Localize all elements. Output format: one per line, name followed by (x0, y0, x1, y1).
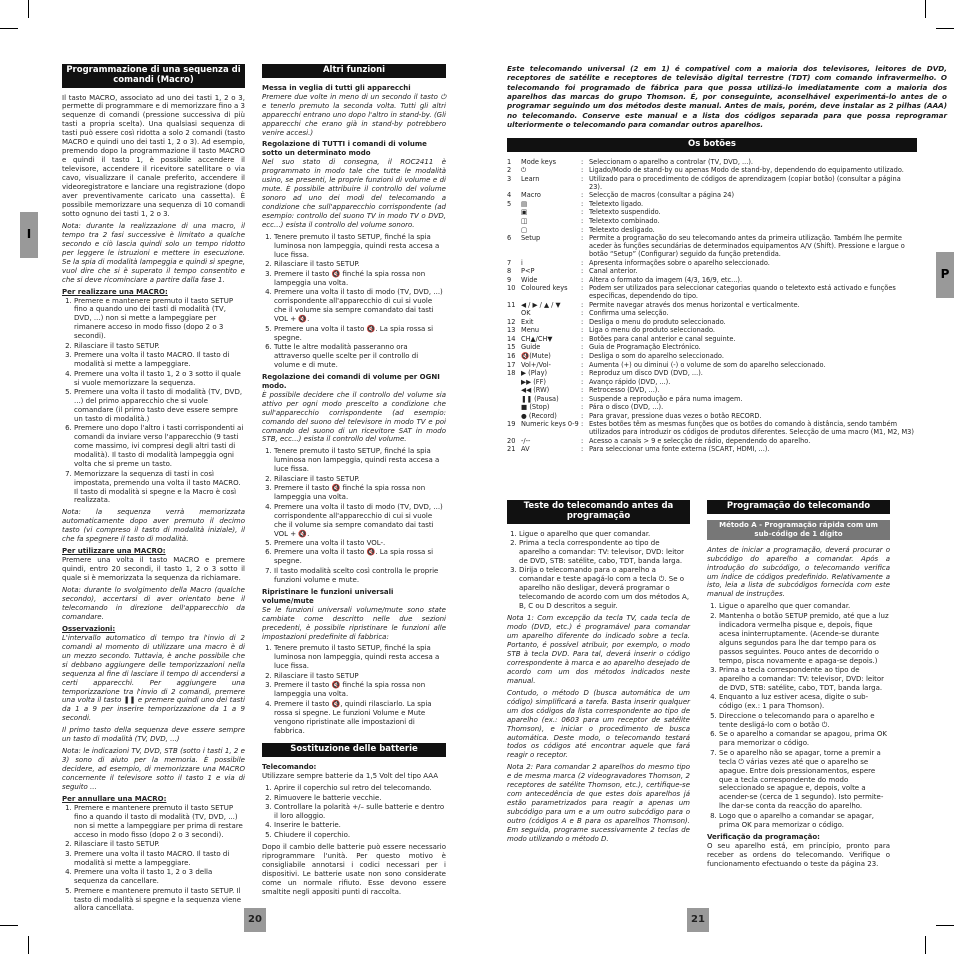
button-description: Utilizado para o procedimento de códigos de aprendizagem (copiar botão) (consultar a página 23). (589, 174, 901, 191)
list-item: 2. Prima a tecla correspondente ao tipo de aparelho a comandar: TV: televisor, DVD: leitor de DVD, STB: satélite, cabo, TDT, banda larga. (519, 539, 690, 566)
button-number: 12 (507, 317, 516, 326)
button-number: 14 (507, 334, 516, 343)
volume-all-title: Regolazione di TUTTI i comandi di volume sotto un determinato modo (262, 140, 427, 158)
button-name: ■ (Stop) (521, 403, 550, 412)
separator: : (581, 284, 584, 293)
table-row (507, 378, 917, 387)
button-description: Podem ser utilizados para seleccionar categorias quando o teletexto está activado e funções específicas, dependendo do tipo. (589, 284, 896, 301)
separator: : (581, 360, 584, 369)
button-name: i (521, 258, 523, 267)
button-description: Desliga o som do aparelho seleccionado. (589, 351, 724, 360)
button-description: Botões para canal anterior e canal seguinte. (589, 334, 736, 343)
button-number: 9 (507, 275, 512, 284)
language-tab: P (936, 252, 954, 298)
button-name: ◫ (521, 216, 528, 225)
button-name: Numeric keys 0-9 (521, 420, 579, 429)
list-item: 4. Premere una volta il tasto 1, 2 o 3 della sequenza da cancellare. (74, 868, 245, 886)
macro-note-1: Nota: durante la realizzazione di una macro, il tempo tra 2 fasi successive è limitato a qualche secondo e ciò lascia quindi solo un tempo ridotto per leggere le istruzioni e mettere in esecuzione. Se la spia di modalità lampeggia e quindi si spegne, vuol dire che si è superato il tempo consentito e che si deve ricominciare a partire dalla fase 1. (62, 221, 245, 284)
volume-all-steps (262, 233, 446, 370)
separator: : (581, 343, 584, 352)
button-description: Canal anterior. (589, 267, 638, 276)
table-row (507, 437, 917, 446)
button-description: Avanço rápido (DVD, ...). (589, 377, 671, 386)
button-number (507, 208, 521, 217)
table-row (507, 343, 917, 352)
use-macro-title: Per utilizzare una MACRO: (62, 547, 166, 556)
separator: : (581, 386, 584, 395)
button-name: ▶ (Play) (521, 369, 548, 378)
button-description: Teletexto desligado. (589, 225, 655, 234)
table-row (507, 309, 917, 318)
table-row (507, 369, 917, 378)
button-description: Permite navegar através dos menus horizontal e verticalmente. (589, 300, 800, 309)
separator: : (581, 445, 584, 454)
table-row (507, 403, 917, 412)
list-item: 6. Premere uno dopo l'altro i tasti corrispondenti ai comandi da inviare verso l'apparecchio (9 tasti come massimo, ivi compresi degli altri tasti di modalità). Il tasto di modalità lampeggia ogni volta che si preme un tasto. (74, 424, 245, 469)
right-page (477, 0, 954, 954)
button-name: ▤ (521, 199, 528, 208)
button-description: Suspende a reprodução e pára numa imagem. (589, 394, 743, 403)
button-number: 4 (507, 191, 512, 200)
method-a-steps (707, 602, 890, 829)
button-description: Seleccionam o aparelho a controlar (TV, DVD, ...). (589, 157, 753, 166)
observation-item: Il primo tasto della sequenza deve essere sempre un tasto di modalità (TV, DVD, ...) (62, 726, 245, 744)
crop-mark (28, 0, 29, 18)
table-row (507, 361, 917, 370)
use-macro-text: Premere una volta il tasto MACRO e premere quindi, entro 20 secondi, il tasto 1, 2 o 3 sotto il quale si è memorizzata la sequenza da richiamare. (62, 556, 245, 583)
list-item: 4. Premere una volta il tasto di modo (TV, DVD, ...) corrispondente all'apparecchio di cui si vuole che il volume sia sempre comandato dai tasti VOL + 🔇. (274, 288, 446, 324)
restore-text: Se le funzioni universali volume/mute sono state cambiate come descritto nelle due sezioni precedenti, è possibile ripristinare le funzioni alle impostazioni predefinite di fabbrica: (262, 605, 446, 641)
table-row (507, 335, 917, 344)
button-description: Para gravar, pressione duas vezes o botão RECORD. (589, 411, 762, 420)
table-row (507, 420, 917, 437)
separator: : (581, 300, 584, 309)
cancel-macro-steps (62, 804, 245, 913)
list-item: 3. Premere una volta il tasto MACRO. Il tasto di modalità si mette a lampeggiare. (74, 850, 245, 868)
cancel-macro-title: Per annullare una MACRO: (62, 795, 167, 804)
button-description: Acesso a canais > 9 e selecção de rádio, dependendo do aparelho. (589, 436, 811, 445)
button-number: 20 (507, 436, 516, 445)
button-name: Guide (521, 343, 541, 352)
table-row (507, 200, 917, 209)
list-item: 3. Controllare la polarità +/– sulle batterie e dentro il loro alloggio. (274, 803, 446, 821)
volume-mode-title: Regolazione dei comandi di volume per OGNI modo. (262, 372, 440, 390)
button-description: Desliga o menu do produto seleccionado. (589, 317, 726, 326)
button-name: Learn (521, 174, 540, 183)
list-item: 3. Premere il tasto 🔇 finché la spia rossa non lampeggia una volta. (274, 270, 446, 288)
list-item: 3. Premere il tasto 🔇 finché la spia rossa non lampeggia una volta. (274, 484, 446, 502)
realize-macro-title: Per realizzare una MACRO: (62, 287, 168, 296)
button-name: ▢ (521, 225, 528, 234)
button-number: 15 (507, 343, 516, 352)
button-name: ▶▶ (FF) (521, 377, 546, 386)
button-number (507, 378, 521, 387)
button-description: Teletexto suspendido. (589, 208, 661, 217)
button-number: 8 (507, 267, 512, 276)
button-number (507, 386, 521, 395)
button-description: Apresenta informações sobre o aparelho seleccionado. (589, 258, 770, 267)
list-item: 1. Premere e mantenere premuto il tasto SETUP fino a quando uno dei tasti di modalità (TV, DVD, ...) non si mette a lampeggiare per rimanere acceso in modo fisso (dopo 2 o 3 secondi). (74, 297, 245, 342)
button-number: 21 (507, 445, 516, 454)
crop-mark (0, 28, 18, 29)
list-item: 8. Logo que o aparelho a comandar se apagar, prima OK para memorizar o código. (719, 812, 890, 830)
table-row (507, 217, 917, 226)
buttons-table (507, 158, 917, 454)
separator: : (581, 157, 584, 166)
button-name: P<P (521, 267, 535, 276)
button-name: Setup (521, 234, 541, 243)
other-functions-column (262, 64, 446, 900)
separator: : (581, 166, 584, 175)
table-row (507, 175, 917, 192)
list-item: 4. Premere una volta il tasto di modo (TV, DVD, ...) corrispondente all'apparecchio di cui si vuole che il volume sia sempre comandato dai tasti VOL + 🔇. (274, 503, 446, 539)
button-number: 13 (507, 326, 516, 335)
section-header-macro: Programmazione di una sequenza di comandi (Macro) (62, 64, 245, 88)
button-name: ◀ / ▶ / ▲ / ▼ (521, 300, 561, 309)
list-item: 7. Se o aparelho não se apagar, torne a premir a tecla ⏻ várias vezes até que o aparelho se apague. Entre dois pressionamentos, espere que a tecla correspondente do modo seleccionado se apague e, depois, volte a acender-se (cerca de 1 segundo). Isto permite-lhe dar-se conta da reacção do aparelho. (719, 749, 890, 812)
button-description: Pára o disco (DVD, ...). (589, 403, 664, 412)
button-name: Coloured keys (521, 284, 568, 293)
table-row (507, 234, 917, 259)
table-row (507, 166, 917, 175)
button-name: ⏻ (521, 166, 527, 175)
separator: : (581, 234, 584, 243)
button-number: 18 (507, 369, 516, 378)
macro-note-2: Nota: la sequenza verrà memorizzata automaticamente dopo aver premuto il decimo tasto (vi compreso il tasto di modalità iniziale), il che fa spegnere il tasto di modalità. (62, 508, 245, 544)
separator: : (581, 208, 584, 217)
section-header-buttons: Os botões (507, 138, 917, 152)
table-row (507, 208, 917, 217)
volume-all-text: Nel suo stato di consegna, il ROC2411 è programmato in modo tale che tutte le modalità usino, se presenti, le proprie funzioni di volume e di mute. È possibile attribuire il controllo del volume sonoro ad uno dei modi del telecomando a condizione che sull'apparecchio corrispondente (ad esempio: controllo del suono TV in modo TV o DVD, ecc...) esista il controllo del volume sonoro. (262, 158, 446, 230)
buttons-section (507, 138, 917, 454)
separator: : (581, 436, 584, 445)
button-name: OK (521, 309, 531, 318)
list-item: 3. Premere una volta il tasto MACRO. Il tasto di modalità si mette a lampeggiare. (74, 351, 245, 369)
button-number: 1 (507, 157, 512, 166)
button-number (507, 226, 521, 235)
volume-mode-steps (262, 447, 446, 584)
button-name: ◀◀ (RW) (521, 386, 550, 395)
telecomando-intro: Este telecomando universal (2 em 1) é compatível com a maioria dos televisores, leitores de DVD, receptores de satélite e receptores de televisão digital terrestre (TDT) com comando infravermelho. O telecomando foi programado de fábrica para que possa utilizá-lo imediatamente com a maioria dos aparelhos das marcas do grupo Thomson. É, por conseguinte, aconselhável experimentá-lo antes de o programar seguindo um dos métodos deste manual. Antes de mais, porém, deve instalar as 2 pilhas (AAA) no telecomando. Conserve este manual e a lista dos códigos separada para que possa reprogramar ulteriormente o telecomando para comandar outros aparelhos. (507, 64, 947, 130)
separator: : (581, 225, 584, 234)
list-item: 2. Rimuovere le batterie vecchie. (274, 794, 446, 803)
table-row (507, 259, 917, 268)
volume-mode-text: È possibile decidere che il controllo del volume sia attivo per ogni modo prescelto a condizione che sull'apparecchio corrispondente (ad esempio: comando del suono del televisore in modo TV e poi comando del suono di un ricevitore SAT in modo STB, ecc...) esista il controllo del volume. (262, 390, 446, 444)
list-item: 1. Tenere premuto il tasto SETUP, finché la spia luminosa non lampeggia, quindi resta accesa a luce fissa. (274, 447, 446, 474)
separator: : (581, 326, 584, 335)
button-number (507, 217, 521, 226)
list-item: 5. Premere una volta il tasto 🔇. La spia rossa si spegne. (274, 325, 446, 343)
button-description: Retrocesso (DVD, ...). (589, 386, 660, 395)
button-number: 16 (507, 351, 516, 360)
separator: : (581, 191, 584, 200)
button-number: 7 (507, 258, 512, 267)
button-number: 2 (507, 166, 512, 175)
list-item: 2. Rilasciare il tasto SETUP. (74, 840, 245, 849)
button-description: Reproduz um disco DVD (DVD, ...). (589, 369, 703, 378)
button-name: 🔇(Mute) (521, 351, 551, 360)
list-item: 5. Premere una volta il tasto di modalità (TV, DVD, ...) del primo apparecchio che si vuole comandare (il primo tasto deve essere sempre un tasto di modalità.) (74, 388, 245, 424)
table-row (507, 267, 917, 276)
macro-note-4: Nota: le indicazioni TV, DVD, STB (sotto i tasti 1, 2 e 3) sono di aiuto per la memoria. È possibile decidere, ad esempio, di memorizzare una MACRO concernente il televisore sotto il tasto 1 e via di seguito ... (62, 747, 245, 792)
button-number: 6 (507, 234, 512, 243)
section-header-test: Teste do telecomando antes da programação (507, 500, 690, 524)
button-name: Mode keys (521, 157, 557, 166)
separator: : (581, 403, 584, 412)
list-item: 1. Tenere premuto il tasto SETUP, finché la spia luminosa non lampeggia, quindi resta accesa a luce fissa. (274, 233, 446, 260)
table-row (507, 226, 917, 235)
button-description: Liga o menu do produto seleccionado. (589, 326, 715, 335)
test-note-1: Nota 1: Com excepção da tecla TV, cada tecla de modo (DVD, etc.) é programável para comandar um aparelho diferente do indicado sobre a tecla. Portanto, é possível atribuir, por exemplo, o modo STB à tecla DVD. Para tal, deverá inserir o código correspondente à marca e ao aparelho desejado de acordo com um dos métodos indicados neste manual. (507, 614, 690, 685)
crop-mark (925, 0, 926, 18)
list-item: 4. Premere il tasto 🔇, quindi rilasciarlo. La spia rossa si spegne. Le funzioni Volume e Mute vengono ripristinate alle impostazioni di fabbrica. (274, 700, 446, 736)
separator: : (581, 267, 584, 276)
list-item: 2. Rilasciare il tasto SETUP. (274, 260, 446, 269)
crop-mark (936, 28, 954, 29)
button-description: Permite a programação do seu telecomando antes da primeira utilização. Também lhe permite aceder às funções secundárias de determinados equipamentos A/V (Shift). Pressione e largue o botão “Setup” (Configurar) seguido da função pretendida. (589, 234, 905, 259)
button-name: ❚❚ (Pausa) (521, 394, 559, 403)
crop-mark (0, 925, 18, 926)
separator: : (581, 174, 584, 183)
programming-column (707, 500, 890, 872)
button-description: Teletexto ligado. (589, 199, 644, 208)
button-number (507, 309, 521, 318)
battery-after: Dopo il cambio delle batterie può essere necessario riprogrammare l'unità. Per questo motivo è consigliabile annotarsi i codici necessari per i dispositivi. Le batterie usate non sono considerate come un normale rifiuto. Esse devono essere smaltite negli appositi punti di raccolta. (262, 842, 446, 896)
table-row (507, 276, 917, 285)
separator: : (581, 199, 584, 208)
button-name: Wide (521, 275, 538, 284)
button-number: 11 (507, 300, 516, 309)
list-item: 1. Ligue o aparelho que quer comandar. (519, 530, 690, 539)
method-a-header: Método A - Programação rápida com um sub-código de 1 dígito (707, 520, 890, 540)
crop-mark (28, 936, 29, 954)
list-item: 2. Rilasciare il tasto SETUP. (274, 475, 446, 484)
restore-title: Ripristinare le funzioni universali volume/mute (262, 587, 394, 605)
button-description: Selecção de macros (consultar a página 24) (589, 191, 735, 200)
list-item: 6. Premere una volta il tasto 🔇. La spia rossa si spegne. (274, 548, 446, 566)
buttons-table-body (507, 158, 917, 454)
list-item: 1. Ligue o aparelho que quer comandar. (719, 602, 890, 611)
button-number: 17 (507, 360, 516, 369)
list-item: 2. Mantenha o botão SETUP premido, até que a luz indicadora vermelha pisque e, depois, fique acesa ininterruptamente. (Acende-se durante alguns segundos para lhe dar tempo para os passos seguintes. Pouco antes de decorrido o tempo, pisca novamente e apaga-se depois.) (719, 612, 890, 666)
table-row (507, 412, 917, 421)
battery-steps (262, 784, 446, 840)
button-name: Vol+/Vol- (521, 360, 551, 369)
list-item: 1. Aprire il coperchio sul retro del telecomando. (274, 784, 446, 793)
battery-intro: Utilizzare sempre batterie da 1,5 Volt del tipo AAA (262, 772, 439, 781)
separator: : (581, 216, 584, 225)
list-item: 7. Il tasto modalità scelto così controlla le proprie funzioni volume e mute. (274, 567, 446, 585)
list-item: 3. Prima a tecla correspondente ao tipo de aparelho a comandar: TV: televisor, DVD: leitor de DVD, STB: satélite, cabo, TDT, banda larga. (719, 666, 890, 693)
test-note-2: Nota 2: Para comandar 2 aparelhos do mesmo tipo e de mesma marca (2 videogravadores Thomson, 2 receptores de satélite Thomson, etc.), certifique-se com antecedência de que estes dois aparelhos já estão parametrizados para reagir a apenas um subcódigo para um e a um outro subcódigo para o outro (códigos A e B para os aparelhos Thomson). Em seguida, programe sucessivamente 2 teclas de modo utilizando o método D. (507, 763, 690, 843)
button-description: Altera o formato da imagem (4/3, 16/9, etc...). (589, 275, 743, 284)
battery-subtitle: Telecomando: (262, 763, 317, 772)
table-row (507, 318, 917, 327)
button-description: Para seleccionar uma fonte externa (SCART, HDMI, ...). (589, 445, 770, 454)
list-item: 7. Memorizzare la sequenza di tasti in così impostata, premendo una volta il tasto MACRO. Il tasto di modalità si spegne e la Macro è così realizzata. (74, 470, 245, 506)
observations-title: Osservazioni: (62, 624, 116, 633)
button-description: Confirma uma selecção. (589, 309, 669, 318)
standby-title: Messa in veglia di tutti gli apparecchi (262, 83, 411, 92)
list-item: 4. Inserire le batterie. (274, 821, 446, 830)
separator: : (581, 334, 584, 343)
separator: : (581, 309, 584, 318)
button-number: 19 (507, 420, 516, 429)
list-item: 2. Rilasciare il tasto SETUP. (74, 342, 245, 351)
list-item: 5. Chiudere il coperchio. (274, 831, 446, 840)
list-item: 4. Enquanto a luz estiver acesa, digite o sub-código (ex.: 1 para Thomson). (719, 693, 890, 711)
section-header-other-functions: Altri funzioni (262, 64, 446, 78)
test-note-1b: Contudo, o método D (busca automática de um código) simplificará a tarefa. Basta inserir qualquer um dos códigos da lista correspondente ao tipo de aparelho (ex.: 0603 para um receptor de satélite Thomson), e iniciar o procedimento de busca automática. Deste modo, o telecomando testará todos os códigos até encontrar aquele que fará reagir o receptor. (507, 688, 690, 760)
button-name: Exit (521, 317, 534, 326)
list-item: 3. Premere il tasto 🔇 finché la spia rossa non lampeggia una volta. (274, 681, 446, 699)
standby-text: Premere due volte in meno di un secondo il tasto ⏻ e tenerlo premuto la seconda volta. Tutti gli altri apparecchi entrano uno dopo l'altro in stand-by. (Gli apparecchi che erano già in stand-by potrebbero venire accesi.) (262, 92, 446, 137)
separator: : (581, 369, 584, 378)
button-name: Menu (521, 326, 540, 335)
separator: : (581, 351, 584, 360)
test-column (507, 500, 690, 847)
table-row (507, 301, 917, 310)
list-item: 2. Rilasciare il tasto SETUP (274, 672, 446, 681)
list-item: 1. Tenere premuto il tasto SETUP, finché la spia luminosa non lampeggia, quindi resta accesa a luce fissa. (274, 644, 446, 671)
button-name: -/-- (521, 436, 531, 445)
table-row (507, 445, 917, 454)
button-number (507, 412, 521, 421)
table-row (507, 158, 917, 167)
table-row (507, 395, 917, 404)
restore-steps (262, 644, 446, 735)
button-description: Aumenta (+) ou diminui (-) o volume de som do aparelho seleccionado. (589, 360, 826, 369)
list-item: 5. Premere e mantenere premuto il tasto SETUP. Il tasto di modalità si spegne e la sequenza viene allora cancellata. (74, 887, 245, 914)
list-item: 5. Direccione o telecomando para o aparelho e tente desligá-lo com o botão ⏻. (719, 712, 890, 730)
crop-mark (925, 936, 926, 954)
button-name: Macro (521, 191, 541, 200)
button-number: 5 (507, 199, 512, 208)
list-item: 6. Tutte le altre modalità passeranno ora attraverso quelle scelte per il controllo di volume e di mute. (274, 343, 446, 370)
list-item: 1. Premere e mantenere premuto il tasto SETUP fino a quando il tasto di modalità (TV, DVD, ...) non si mette a lampeggiare per prima di restare acceso in modo fisso (dopo 2 o 3 secondi). (74, 804, 245, 840)
table-row (507, 386, 917, 395)
table-row (507, 191, 917, 200)
macro-column (62, 64, 245, 916)
method-a-intro: Antes de iniciar a programação, deverá procurar o subcódigo do aparelho a comandar. Após a introdução do subcódigo, o telecomando verifica um índice de códigos predefinido. Relativamente a isto, leia a lista de subcódigos fornecida com este manual de instruções. (707, 545, 890, 599)
separator: : (581, 275, 584, 284)
verify-text: O seu aparelho está, em princípio, pronto para receber as ordens do telecomando. Verifique o funcionamento efectuando o teste da página 23. (707, 841, 890, 868)
separator: : (581, 377, 584, 386)
table-row (507, 326, 917, 335)
button-name: AV (521, 445, 530, 454)
language-tab: I (20, 212, 38, 258)
separator: : (581, 420, 584, 429)
realize-macro-steps (62, 297, 245, 506)
button-description: Ligado/Modo de stand-by ou apenas Modo de stand-by, dependendo do equipamento utilizado. (589, 166, 904, 175)
button-description: Guia de Programação Electrónico. (589, 343, 701, 352)
button-description: Estes botões têm as mesmas funções que os botões do comando à distância, sendo também utilizados para introduzir os códigos de produtos diferentes. Selecção de uma macro (M1, M2, M3) (589, 420, 914, 437)
macro-note-3: Nota: durante lo svolgimento della Macro (qualche secondo), accertarsi di aver orientato bene il telecomando in direzione dell'apparecchio da comandare. (62, 586, 245, 621)
button-name: ● (Record) (521, 411, 557, 420)
test-steps (507, 530, 690, 612)
table-row (507, 284, 917, 301)
button-number: 10 (507, 284, 516, 293)
list-item: 4. Premere una volta il tasto 1, 2 o 3 sotto il quale si vuole memorizzare la sequenza. (74, 370, 245, 388)
separator: : (581, 394, 584, 403)
list-item: 5. Premere una volta il tasto VOL-. (274, 539, 446, 548)
crop-mark (936, 925, 954, 926)
separator: : (581, 411, 584, 420)
button-number (507, 403, 521, 412)
page-number: 21 (687, 908, 709, 932)
button-name: ▣ (521, 208, 528, 217)
button-number (507, 395, 521, 404)
verify-title: Verificação da programação: (707, 832, 820, 841)
observation-item: L'intervallo automatico di tempo tra l'invio di 2 comandi al momento di utilizzare una macro è di un mezzo secondo. Tuttavia, è anche possibile che si debbano aggiungere delle temporizzazioni nella sequenza al fine di lasciare il tempo di accendersi a certi apparecchi. Per aggiungere una temporizzazione tra l'invio di 2 comandi, premere una volta il tasto ❚❚ e premere quindi uno dei tasti da 1 a 9 per inserire temporizzazione da 1 a 9 secondi. (62, 633, 245, 723)
section-header-batteries: Sostituzione delle batterie (262, 743, 446, 757)
page-number: 20 (244, 908, 266, 932)
section-header-programming: Programação do telecomando (707, 500, 890, 514)
separator: : (581, 258, 584, 267)
button-description: Teletexto combinado. (589, 216, 660, 225)
button-name: CH▲/CH▼ (521, 334, 553, 343)
separator: : (581, 317, 584, 326)
button-number: 3 (507, 174, 512, 183)
list-item: 6. Se o aparelho a comandar se apagou, prima OK para memorizar o código. (719, 730, 890, 748)
list-item: 3. Dirija o telecomando para o aparelho a comandar e teste apagá-lo com a tecla ⏻. Se o aparelho não desligar, deverá programar o telecomando de acordo com um dos métodos A, B, C ou D descritos a seguir. (519, 566, 690, 611)
macro-intro: Il tasto MACRO, associato ad uno dei tasti 1, 2 o 3, permette di programmare e di memorizzare fino a 3 sequenze di comandi (pressione successiva di più tasti a propria scelta). Una qualsiasi sequenza di tasti può essere così ridotta a solo 2 comandi (tasto MACRO e quindi uno dei tasti 1, 2 o 3). Ad esempio, premendo dopo la programmazione il tasto MACRO e quindi il tasto 1, è possibile accendere il televisore, accendere il ricevitore satellitare o via cavo, visualizzare il canale preferito, accendere il videoregistratore e lanciare una registrazione (dopo aver preventivamente caricato una cassetta). È possibile memorizzare una sequenza di 10 comandi sotto ognuno dei tasti 1, 2 o 3. (62, 93, 245, 218)
table-row (507, 352, 917, 361)
